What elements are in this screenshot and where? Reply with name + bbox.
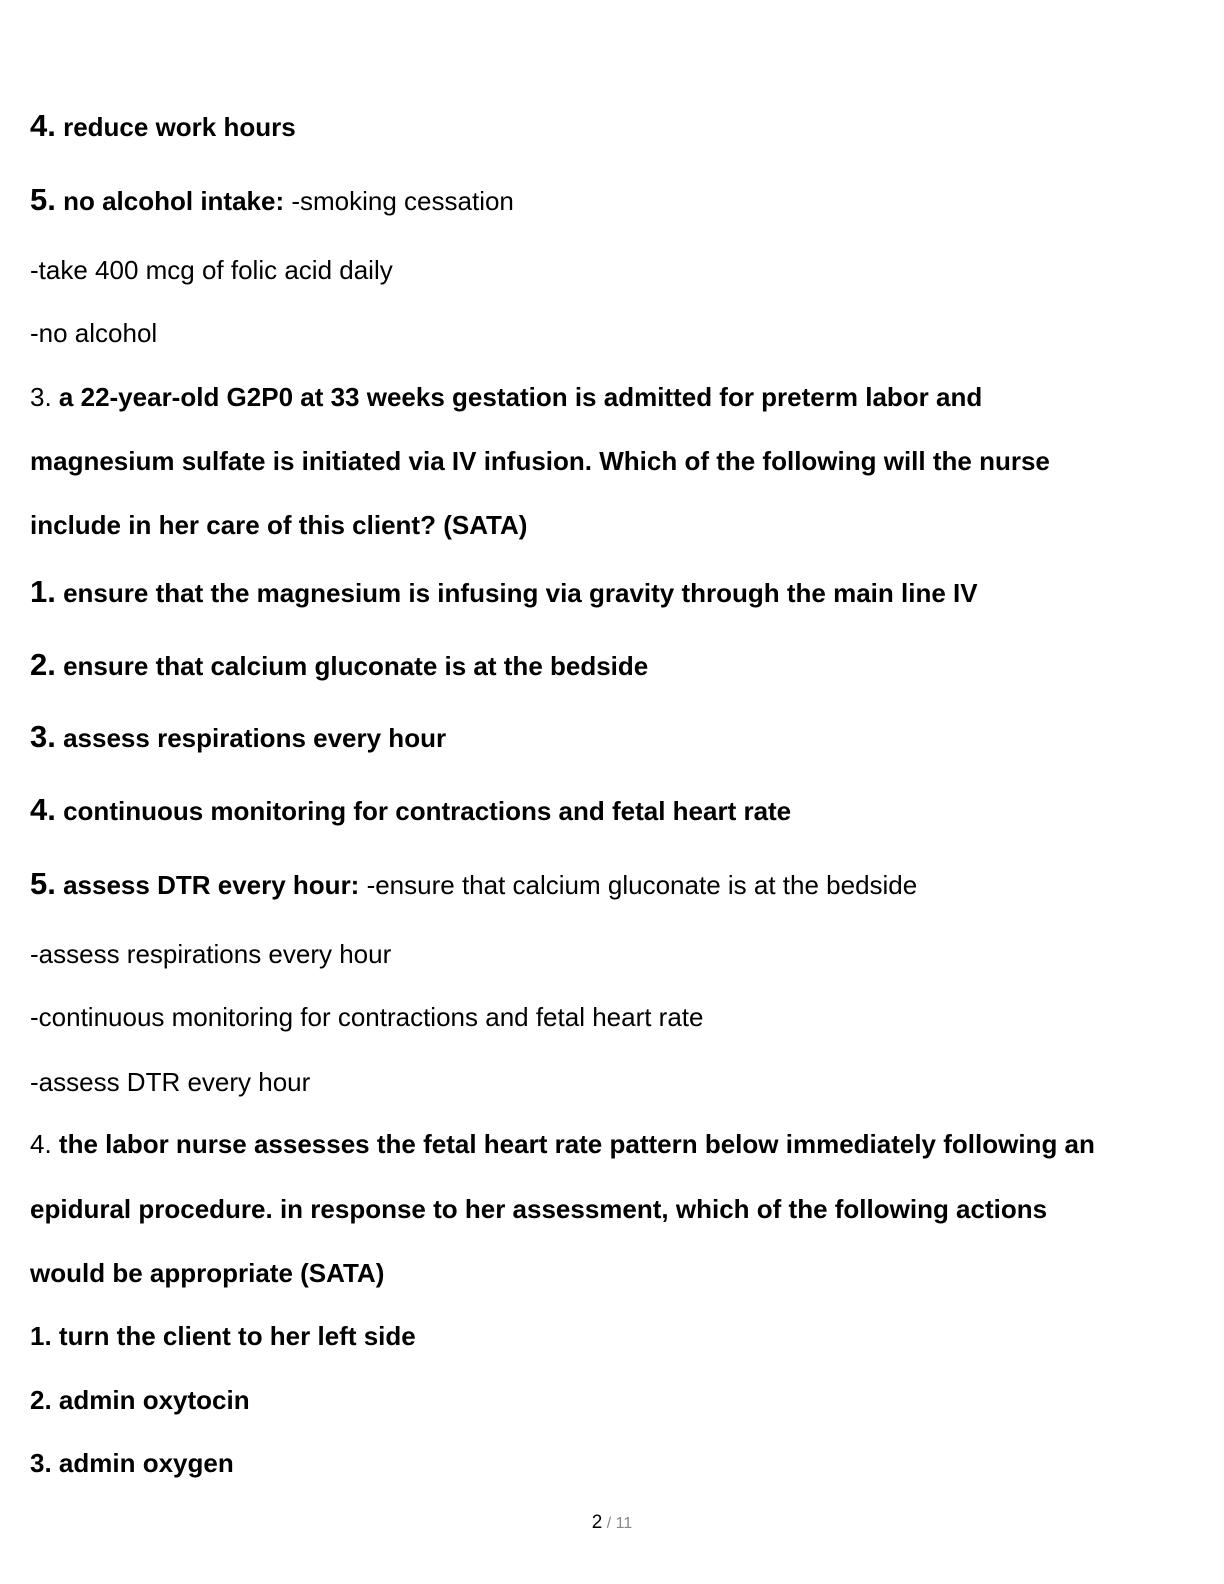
page-separator: / [602, 1515, 616, 1532]
question-text: a 22-year-old G2P0 at 33 weeks gestation is admitted for preterm labor and [58, 382, 983, 412]
answer-text: -smoking cessation [284, 186, 514, 216]
q3-option-2 [30, 649, 1204, 682]
question-number: 3. [30, 382, 52, 412]
answer-line-no-alcohol [30, 317, 1204, 349]
option-5-no-alcohol [30, 184, 1204, 217]
option-number: 1. [30, 1321, 52, 1351]
option-text: admin oxytocin [58, 1385, 250, 1415]
q4-option-1 [30, 1320, 1204, 1352]
answer-text: -assess respirations every hour [30, 939, 392, 969]
option-number: 5. [30, 866, 56, 901]
question-text: include in her care of this client? (SATA) [30, 510, 528, 540]
question-4-line-3 [30, 1257, 1204, 1289]
q3-option-1 [30, 576, 1204, 609]
q3-option-3 [30, 721, 1204, 754]
option-text: assess respirations every hour [63, 723, 447, 753]
option-number: 5. [30, 182, 56, 217]
question-text: epidural procedure. in response to her assessment, which of the following actions [30, 1194, 1048, 1224]
question-text: would be appropriate (SATA) [30, 1258, 385, 1288]
option-text: reduce work hours [63, 112, 296, 142]
q4-option-2 [30, 1384, 1204, 1416]
answer-line-dtr [30, 1066, 1204, 1098]
question-text: the labor nurse assesses the fetal heart rate pattern below immediately following an [58, 1129, 1095, 1159]
answer-text: -assess DTR every hour [30, 1067, 311, 1097]
option-text: ensure that calcium gluconate is at the bedside [63, 651, 649, 681]
q3-option-5 [30, 868, 1204, 901]
option-number: 4. [30, 792, 56, 827]
question-text: magnesium sulfate is initiated via IV infusion. Which of the following will the nurse [30, 446, 1050, 476]
option-number: 1. [30, 574, 56, 609]
answer-line-respirations [30, 938, 1204, 970]
page-indicator [0, 1511, 1224, 1536]
option-number: 2. [30, 1385, 52, 1415]
answer-line-monitoring [30, 1001, 1204, 1033]
option-4-reduce-work-hours [30, 110, 1204, 143]
option-number: 3. [30, 1448, 52, 1478]
question-4-line-1 [30, 1128, 1204, 1160]
current-page: 2 [591, 1512, 603, 1533]
answer-text: -continuous monitoring for contractions and fetal heart rate [30, 1002, 704, 1032]
option-text: continuous monitoring for contractions and fetal heart rate [63, 796, 792, 826]
question-number: 4. [30, 1129, 52, 1159]
option-text: ensure that the magnesium is infusing via gravity through the main line IV [63, 578, 978, 608]
option-text: turn the client to her left side [58, 1321, 416, 1351]
total-pages: 11 [615, 1515, 633, 1532]
option-text: assess DTR every hour: [63, 870, 360, 900]
question-3-line-1 [30, 381, 1204, 413]
q3-option-4 [30, 794, 1204, 827]
option-number: 2. [30, 647, 56, 682]
question-3-line-3 [30, 509, 1204, 541]
question-4-line-2 [30, 1193, 1204, 1225]
answer-text: -no alcohol [30, 318, 158, 348]
answer-text: -take 400 mcg of folic acid daily [30, 255, 393, 285]
option-number: 4. [30, 108, 56, 143]
option-text: admin oxygen [58, 1448, 234, 1478]
answer-text: -ensure that calcium gluconate is at the bedside [359, 870, 918, 900]
option-text: no alcohol intake: [63, 186, 285, 216]
q4-option-3 [30, 1447, 1204, 1479]
question-3-line-2 [30, 445, 1204, 477]
answer-line-folic-acid [30, 254, 1204, 286]
option-number: 3. [30, 719, 56, 754]
